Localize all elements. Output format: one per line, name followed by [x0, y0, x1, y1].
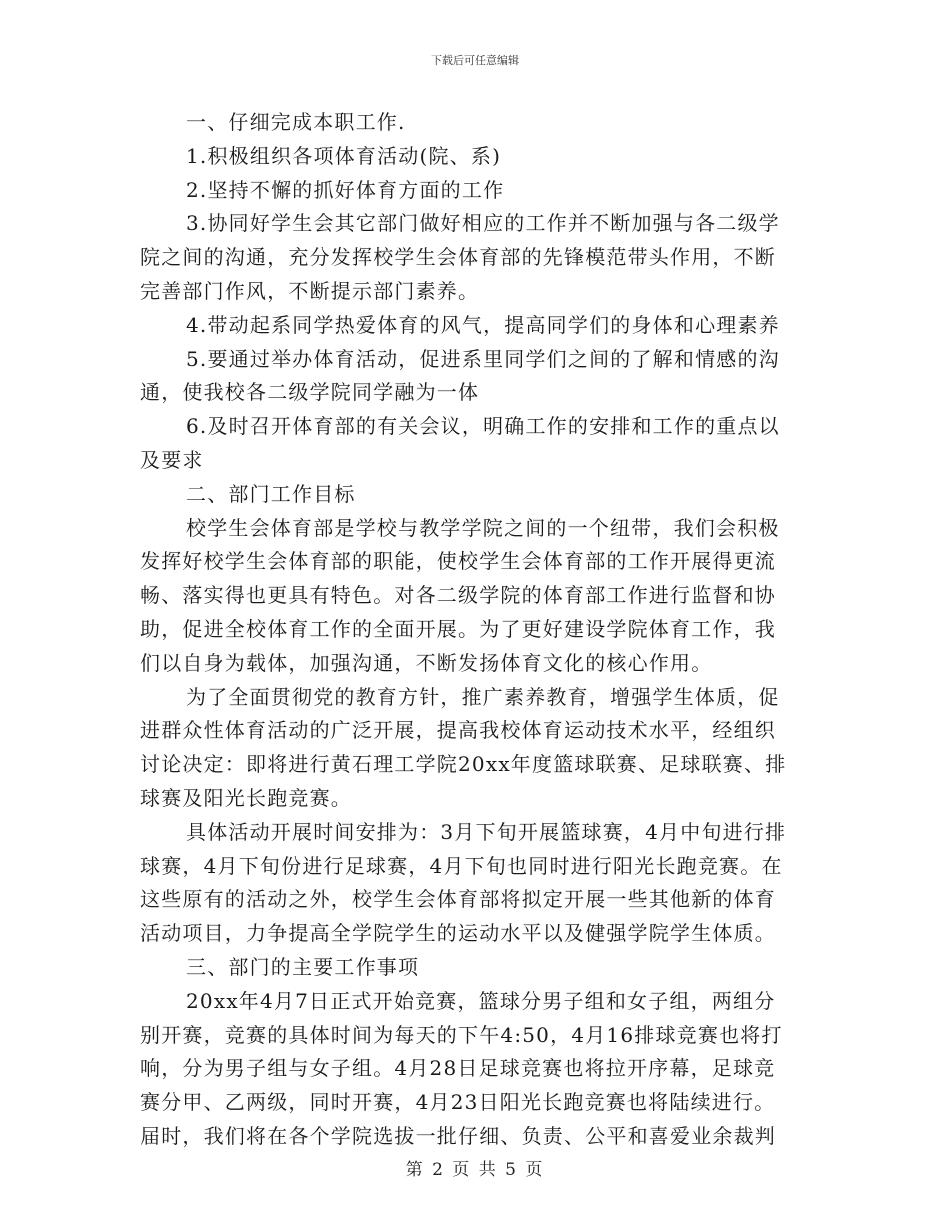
text-line: 届时，我们将在各个学院选拔一批仔细、负责、公平和喜爱业余裁判 [140, 1123, 776, 1148]
text-line: 响，分为男子组与女子组。4月28日足球竞赛也将拉开序幕，足球竞 [140, 1056, 776, 1081]
text-line: 6.及时召开体育部的有关会议，明确工作的安排和工作的重点以 [186, 414, 780, 439]
text-line: 一、仔细完成本职工作. [186, 110, 406, 134]
text-line: 这些原有的活动之外，校学生会体育部将拟定开展一些其他新的体育 [140, 887, 776, 912]
text-line: 校学生会体育部是学校与教学学院之间的一个纽带，我们会积极 [186, 515, 780, 540]
text-line: 完善部门作风，不断提示部门素养。 [140, 278, 480, 303]
document-body [140, 106, 800, 1154]
text-line: 讨论决定：即将进行黄石理工学院20xx年度篮球联赛、足球联赛、排 [140, 752, 787, 777]
text-line: 赛分甲、乙两级，同时开赛，4月23日阳光长跑竞赛也将陆续进行。 [140, 1090, 776, 1115]
text-line: 院之间的沟通，充分发挥校学生会体育部的先锋模范带头作用，不断 [140, 245, 776, 270]
text-line: 为了全面贯彻党的教育方针，推广素养教育，增强学生体质，促 [186, 684, 780, 709]
text-line: 20xx年4月7日正式开始竞赛，篮球分男子组和女子组，两组分 [186, 988, 776, 1013]
text-line: 二、部门工作目标 [186, 481, 356, 506]
text-line: 们以自身为载体，加强沟通，不断发扬体育文化的核心作用。 [140, 650, 713, 675]
text-line: 及要求 [140, 447, 204, 472]
text-line: 球赛及阳光长跑竞赛。 [140, 785, 352, 810]
text-line: 3.协同好学生会其它部门做好相应的工作并不断加强与各二级学 [186, 211, 780, 236]
text-line: 活动项目，力争提高全学院学生的运动水平以及健强学院学生体质。 [140, 921, 776, 946]
text-line: 三、部门的主要工作事项 [186, 954, 420, 979]
text-line: 别开赛，竞赛的具体时间为每天的下午4:50，4月16排球竞赛也将打 [140, 1022, 783, 1047]
text-line: 4.带动起系同学热爱体育的风气，提高同学们的身体和心理素养 [186, 312, 780, 337]
page-header: 下载后可任意编辑 [431, 54, 519, 67]
text-line: 发挥好校学生会体育部的职能，使校学生会体育部的工作开展得更流 [140, 549, 776, 574]
page-footer: 第 2 页 共 5 页 [405, 1160, 545, 1180]
text-line: 5.要通过举办体育活动，促进系里同学们之间的了解和情感的沟 [186, 346, 780, 371]
text-line: 畅、落实得也更具有特色。对各二级学院的体育部工作进行监督和协 [140, 583, 776, 608]
text-line: 球赛，4月下旬份进行足球赛，4月下旬也同时进行阳光长跑竞赛。在 [140, 853, 783, 878]
text-line: 助，促进全校体育工作的全面开展。为了更好建设学院体育工作，我 [140, 616, 776, 641]
text-line: 进群众性体育活动的广泛开展，提高我校体育运动技术水平，经组织 [140, 718, 776, 743]
text-line: 1.积极组织各项体育活动(院、系) [186, 143, 502, 168]
text-line: 通，使我校各二级学院同学融为一体 [140, 380, 480, 405]
text-line: 具体活动开展时间安排为：3月下旬开展篮球赛，4月中旬进行排 [186, 819, 787, 844]
text-line: 2.坚持不懈的抓好体育方面的工作 [186, 177, 505, 202]
